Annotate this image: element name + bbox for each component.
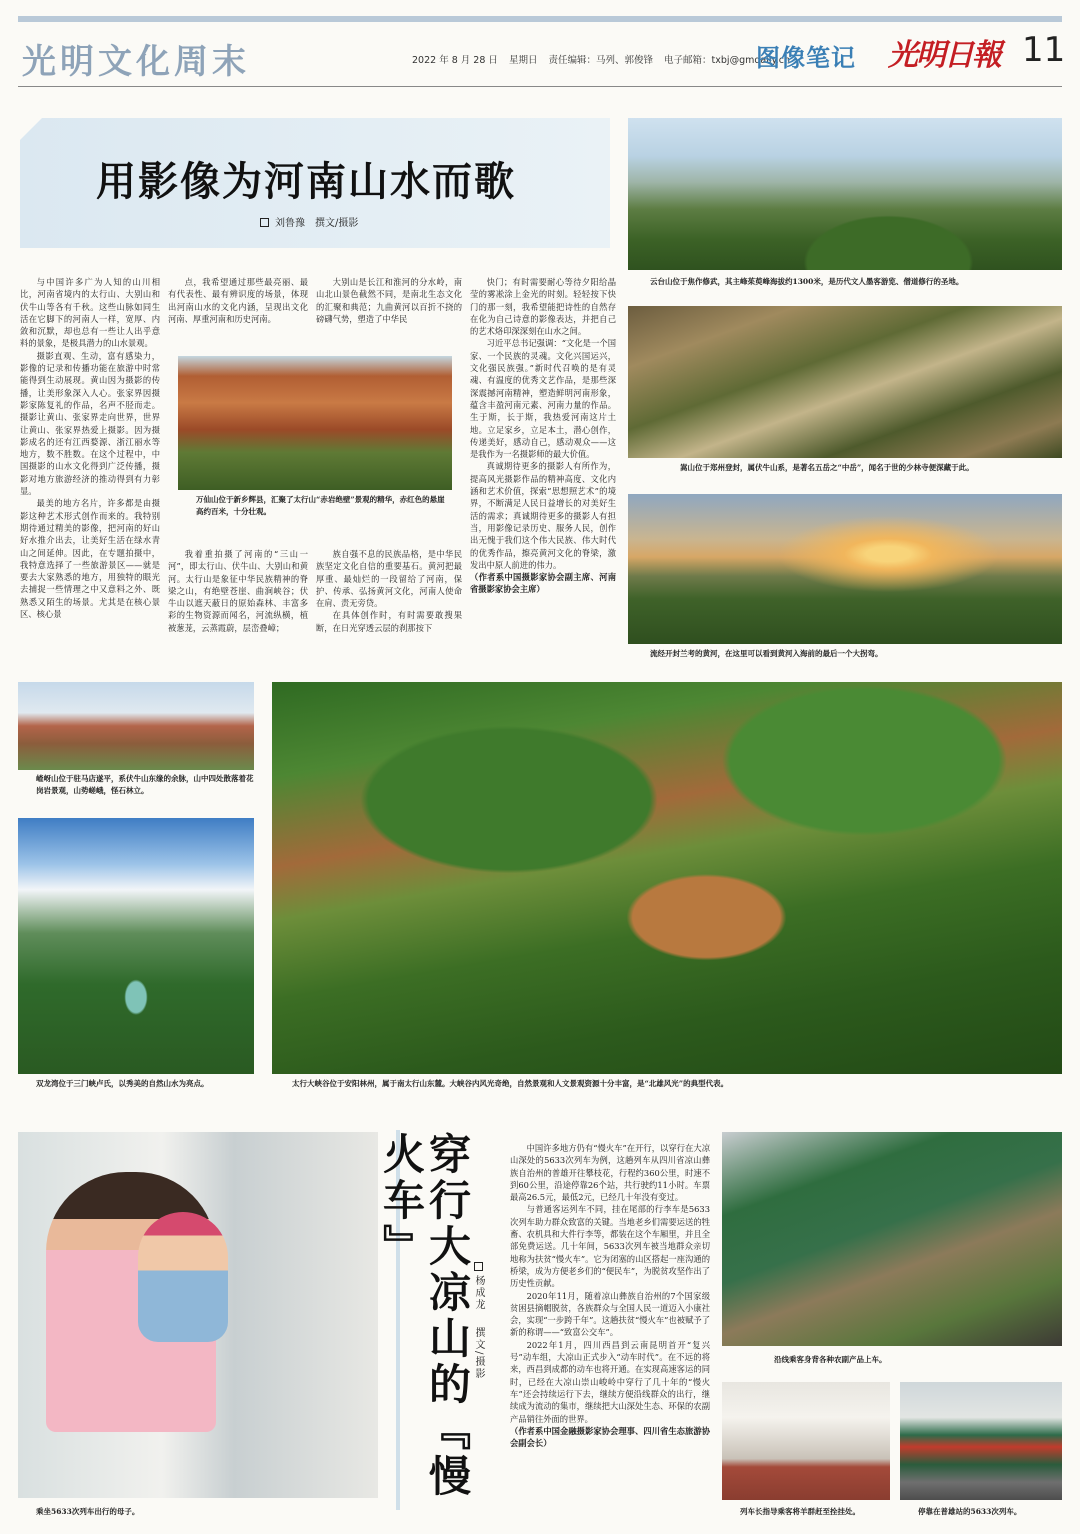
- paragraph: 最美的地方名片，许多都是由摄影这种艺术形式创作而来的。我特别期待通过精美的影像，把河南的好山好水推介出去，让美好生活在绿水青山之间延伸。因此，在专题拍摄中，我特意选择了一些旅游景区——就是要去大家熟悉的地方，用独特的眼光去捕捉一些情理之中又意料之外、既熟悉又陌生的场景。尤其是在核心景区、核心景: [20, 498, 160, 620]
- section-name: 光明文化周末: [22, 42, 250, 82]
- byline-square-icon: [260, 218, 269, 227]
- paragraph: 摄影直观、生动，富有感染力，影像的记录和传播功能在旅游中时常能得到生动展现。黄山因为摄影的传播，让美形象深入人心。张家界因摄影家陈复礼的作品，名声不胫而走。摄影让黄山、张家界走向世界，世界让黄山、张家界热爱上摄影。因为摄影成名的还有江西婺源、浙江丽水等地方，数不胜数。在这个过程中，中国摄影的山水文化得到广泛传播，摄影对地方旅游经济的推动得到有力彰显。: [20, 350, 160, 497]
- paragraph: 与中国许多广为人知的山川相比，河南省境内的太行山、大别山和伏牛山等各有千秋。这些山脉如同生活在它脚下的河南人一样，宽厚、内敛和沉默，却也总有一些让人出乎意料的景象，是极具潜力的山水景观。: [20, 277, 160, 349]
- qiaoyashan-caption: 嵖岈山位于驻马店遂平，系伏牛山东缘的余脉，山中四处散落着花岗岩景观，山势嵯峨，怪石林立。: [36, 774, 254, 795]
- byline-square-icon: [474, 1262, 483, 1271]
- paragraph: 真诚期待更多的摄影人有所作为，提高风光摄影作品的精神高度、文化内涵和艺术价值，探索“思想照艺术”的境界，不断满足人民日益增长的对美好生活的需求；真诚期待更多的摄影人有担当，用影像记录历史、服务人民，创作出无愧于我们这个伟大民族、伟大时代的优秀作品，擦亮黄河文化的脊梁，激发出中原人前进的伟力。: [470, 461, 616, 570]
- mother-child-caption: 乘坐5633次列车出行的母子。: [36, 1507, 140, 1516]
- article1-author-note: （作者系中国摄影家协会副主席、河南省摄影家协会主席）: [470, 572, 616, 595]
- songshan-photo: [628, 306, 1062, 458]
- mother-child-photo: [18, 1132, 378, 1498]
- article1-col3b: [316, 548, 462, 672]
- paragraph: 与普通客运列车不同，挂在尾部的行李车是5633次列车助力群众致富的关键。当地老乡们需要运送的牲畜、农机具和大件行李等，都装在这个车厢里，并且全部免费运送。几十年间，5633次列车被当地群众亲切地称为扶贫“慢火车”。它为闭塞的山区搭起一座沟通的桥梁，成为方便老乡们的“便民车”，为脱贫攻坚作出了历史性贡献。: [510, 1204, 710, 1289]
- masthead-rule: [18, 86, 1062, 87]
- yellow-river-photo: [628, 494, 1062, 644]
- paragraph: 族自强不息的民族品格，是中华民族坚定文化自信的重要基石。黄河把最厚重、最灿烂的一段留给了河南，保护、传承、弘扬黄河文化，河南人使命在肩、责无旁贷。: [316, 549, 462, 609]
- train-5633-photo: [900, 1382, 1062, 1500]
- yuntaishan-photo: [628, 118, 1062, 270]
- article1-col2a: [168, 276, 308, 336]
- issue-weekday: 星期日: [508, 55, 538, 66]
- taihang-canyon-caption: 太行大峡谷位于安阳林州，属于南太行山东麓。大峡谷内风光奇绝，自然景观和人文景观资源十分丰富，是“北雄风光”的典型代表。: [292, 1079, 729, 1088]
- masthead-info: [412, 52, 798, 66]
- train-5633-caption: 停靠在普雄站的5633次列车。: [918, 1507, 1022, 1516]
- newspaper-logo: 光明日報: [888, 38, 1000, 73]
- page-number: 11: [1022, 30, 1066, 70]
- paragraph: 在具体创作时，有时需要敢搜果断，在日光穿透云层的刹那按下: [316, 610, 462, 633]
- article2-author-note: （作者系中国金融摄影家协会理事、四川省生态旅游协会副会长）: [510, 1425, 710, 1449]
- conductor-photo: [722, 1382, 890, 1500]
- taihang-canyon-photo: [272, 682, 1062, 1074]
- article2-author: 杨成龙: [473, 1275, 484, 1311]
- article1-col3a: [316, 276, 462, 336]
- qiaoyashan-photo: [18, 682, 254, 770]
- article2-role: 撰文/摄影: [473, 1327, 484, 1381]
- paragraph: 点，我希望通过那些最亮丽、最有代表性、最有辨识度的场景，体现出河南山水的文化内涵，呈现出文化河南、厚重河南和历史河南。: [168, 277, 308, 324]
- paragraph: 快门；有时需要耐心等待夕阳给晶莹的雾凇涂上金光的时刻。轻轻按下快门的那一刻，我希望能把诗性的自然存在化为自己诗意的影像表达，并把自己的艺术烙印深深刻在山水之间。: [470, 277, 616, 337]
- yuntaishan-caption: 云台山位于焦作修武，其主峰茱萸峰海拔约1300米，是历代文人墨客游览、僧道修行的圣地。: [650, 277, 964, 286]
- article2-title: 穿行大凉山的『慢火车』: [377, 1132, 472, 1500]
- yellow-river-caption: 流经开封兰考的黄河，在这里可以看到黄河入海前的最后一个大拐弯。: [650, 649, 883, 658]
- farmers-boarding-caption: 沿线乘客身背各种农副产品上车。: [774, 1355, 887, 1364]
- article1-col2b: [168, 548, 308, 672]
- article2-body: [510, 1142, 710, 1526]
- baby-figure: [138, 1212, 228, 1342]
- farmers-boarding-photo: [722, 1132, 1062, 1346]
- conductor-caption: 列车长指导乘客将羊群赶至拴挂处。: [740, 1507, 860, 1516]
- article1-col4: [470, 276, 616, 648]
- top-color-bar: [18, 16, 1062, 22]
- editor-email: 电子邮箱：txbj@gmdaily.cn: [664, 55, 791, 66]
- article1-byline: 刘鲁豫 撰文/摄影: [260, 214, 358, 229]
- article2-byline: [472, 1262, 484, 1380]
- paragraph: 我着重拍摄了河南的“三山一河”，即太行山、伏牛山、大别山和黄河。太行山是象征中华民族精神的脊梁之山，有绝壁苍崖、曲涧峡谷；伏牛山以遮天蔽日的原始森林、丰富多彩的生物资源而闻名，河流纵横，植被葱茏，云蒸霞蔚，层峦叠嶂；: [168, 549, 308, 633]
- article1-title: 用影像为河南山水而歌: [96, 158, 516, 205]
- shuanglongwan-caption: 双龙湾位于三门峡卢氏，以秀美的自然山水为亮点。: [36, 1079, 209, 1088]
- paragraph: 习近平总书记强调：“文化是一个国家、一个民族的灵魂。文化兴国运兴，文化强民族强。”新时代召唤的是有灵魂、有温度的优秀文艺作品，是那些深深震撼河南精神，塑造鲜明河南形象，蕴含丰盈河南元素、河南力量的作品。生于斯，长于斯，我热爱河南这片土地。立足家乡，立足本土，潜心创作，传递美好，感动自己，感动观众——这是我作为一名摄影师的最大价值。: [470, 338, 616, 460]
- paragraph: 中国许多地方仍有“慢火车”在开行，以穿行在大凉山深处的5633次列车为例，这趟列车从四川省凉山彝族自治州的普雄开往攀枝花，行程约360公里，时速不到60公里，沿途停靠26个站，共行驶约11小时。车票最高26.5元，最低2元，已经几十年没有变过。: [510, 1143, 710, 1203]
- column-name: 图像笔记: [756, 44, 856, 72]
- songshan-caption: 嵩山位于郑州登封，属伏牛山系，是著名五岳之“中岳”，闻名于世的少林寺便深藏于此。: [680, 463, 974, 472]
- article1-title-box: [20, 118, 610, 248]
- wanxianshan-photo: [178, 356, 452, 490]
- shuanglongwan-photo: [18, 818, 254, 1074]
- issue-date: 2022 年 8 月 28 日: [412, 55, 498, 66]
- wanxianshan-caption: 万仙山位于新乡辉县，汇聚了太行山“赤岩绝壁”景观的精华，赤红色的悬崖高约百米，十分壮观。: [196, 495, 445, 516]
- paragraph: 2020年11月，随着凉山彝族自治州的7个国家级贫困县摘帽脱贫，各族群众与全国人民一道迈入小康社会，实现“一步跨千年”。这趟扶贫“慢火车”也被赋予了新的称谓——“致富公交车”。: [510, 1290, 710, 1338]
- responsible-editors: 责任编辑：马列、郭俊锋: [548, 55, 654, 66]
- paragraph: 2022年1月，四川西昌到云南昆明首开“复兴号”动车组，大凉山正式步入“动车时代”。在不远的将来，西昌到成都的动车也将开通。在实现高速客运的同时，已经在大凉山崇山峻岭中穿行了几十年的“慢火车”还会持续运行下去，继续方便沿线群众的出行，继续成为流动的集市，继续把大山深处生态、环保的农副产品销往外面的世界。: [510, 1339, 710, 1424]
- paragraph: 大别山是长江和淮河的分水岭，南山北山景色截然不同，是南北生态文化的汇聚和典范；九曲黄河以百折不挠的磅礴气势，塑造了中华民: [316, 277, 462, 324]
- article1-col1: [20, 276, 160, 672]
